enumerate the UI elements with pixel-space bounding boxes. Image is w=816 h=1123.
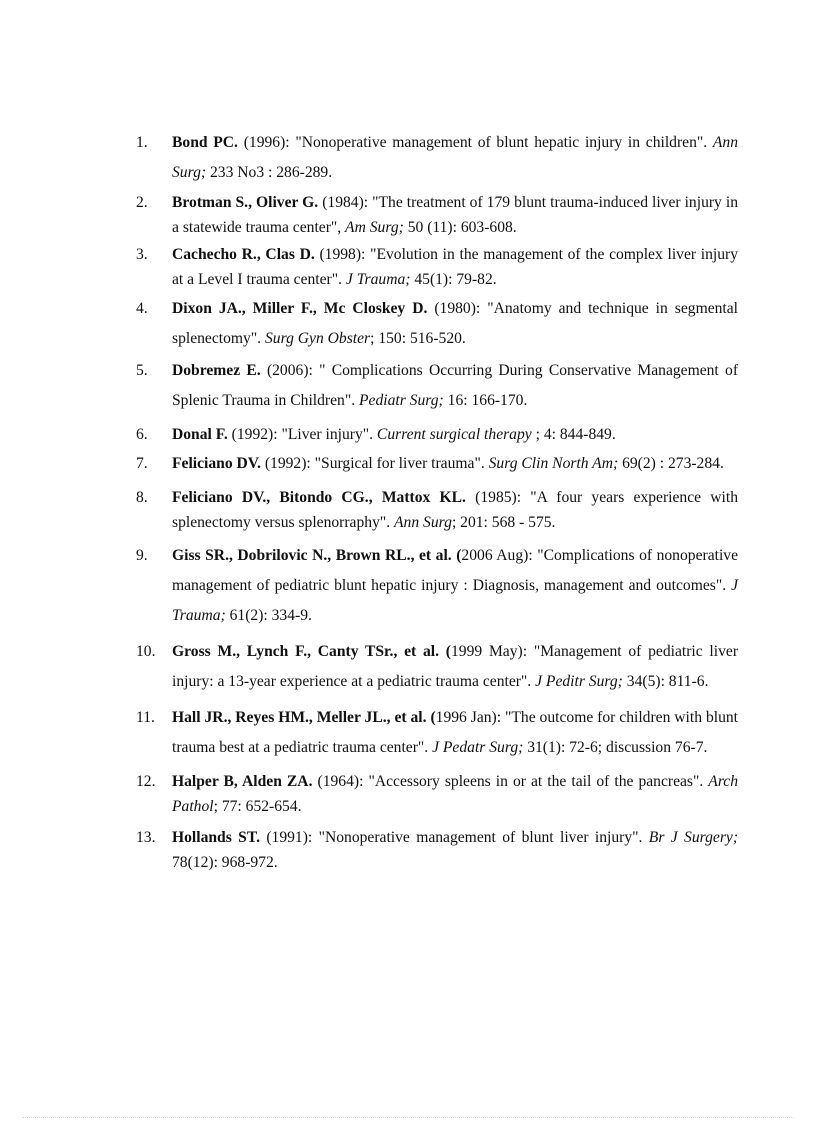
reference-journal: Surg Clin North Am; — [488, 455, 619, 472]
reference-title: "Nonoperative management of blunt liver injury". — [318, 829, 649, 846]
reference-item — [136, 128, 738, 188]
reference-number: 11. — [136, 709, 155, 726]
reference-details: 16: 166-170. — [443, 392, 528, 409]
reference-year: (1998): — [314, 246, 371, 263]
reference-details: ; 4: 844-849. — [531, 426, 616, 443]
reference-authors: Dixon JA., Miller F., Mc Closkey D. — [172, 300, 428, 317]
reference-authors: Hollands ST. — [172, 829, 260, 846]
reference-details: 31(1): 72-6; discussion 76-7. — [523, 739, 708, 756]
reference-authors: Cachecho R., Clas D. — [172, 246, 315, 263]
reference-year: 1996 Jan): — [435, 709, 506, 726]
reference-title: "Liver injury". — [281, 426, 377, 443]
reference-number: 10. — [136, 643, 156, 660]
reference-year: (1992): — [260, 455, 315, 472]
reference-details: 78(12): 968-972. — [172, 854, 278, 871]
reference-number: 13. — [136, 829, 156, 846]
reference-number: 2. — [136, 194, 148, 211]
reference-title: "A four years experience with splenectomy versus splenorraphy". — [172, 489, 738, 531]
reference-details: 45(1): 79-82. — [410, 271, 497, 288]
reference-item — [136, 242, 738, 292]
reference-journal: Br J Surgery; — [648, 829, 739, 846]
reference-item — [136, 769, 738, 819]
reference-title: " Complications Occurring During Conservative Management of Splenic Trauma in Children". — [172, 362, 739, 409]
reference-title: "Management of pediatric liver injury: a 13-year experience at a pediatric trauma center". — [172, 643, 739, 690]
reference-title: "Accessory spleens in or at the tail of the pancreas". — [368, 773, 709, 790]
reference-details: 233 No3 : 286-289. — [206, 164, 333, 181]
reference-item — [136, 422, 738, 447]
reference-item — [136, 190, 738, 240]
reference-details: 69(2) : 273-284. — [618, 455, 724, 472]
reference-item — [136, 637, 738, 697]
reference-year: (1985): — [465, 489, 531, 506]
reference-title: "The outcome for children with blunt trauma best at a pediatric trauma center". — [172, 709, 738, 756]
reference-authors: Bond PC. — [172, 134, 238, 151]
reference-number: 8. — [136, 489, 148, 506]
reference-year: (1992): — [227, 426, 282, 443]
reference-number: 9. — [136, 547, 148, 564]
reference-authors: Gross M., Lynch F., Canty TSr., et al. ( — [172, 643, 451, 660]
reference-title: "Evolution in the management of the complex liver injury at a Level I trauma center". — [172, 246, 739, 288]
reference-year: (1996): — [237, 134, 296, 151]
reference-number: 1. — [136, 134, 148, 151]
reference-details: 34(5): 811-6. — [622, 673, 709, 690]
reference-authors: Donal F. — [172, 426, 228, 443]
reference-number: 5. — [136, 362, 148, 379]
reference-list — [136, 128, 738, 877]
reference-details: ; 77: 652-654. — [213, 798, 302, 815]
reference-authors: Feliciano DV. — [172, 455, 261, 472]
reference-item — [136, 356, 738, 416]
reference-details: ; 150: 516-520. — [370, 330, 466, 347]
reference-authors: Hall JR., Reyes HM., Meller JL., et al. ( — [172, 709, 436, 726]
reference-journal: Arch Pathol — [172, 773, 739, 815]
reference-authors: Halper B, Alden ZA. — [172, 773, 313, 790]
reference-item — [136, 485, 738, 535]
reference-title: "Anatomy and technique in segmental splenectomy". — [172, 300, 739, 347]
reference-authors: Feliciano DV., Bitondo CG., Mattox KL. — [172, 489, 466, 506]
reference-journal: J Peditr Surg; — [535, 673, 623, 690]
reference-title: "The treatment of 179 blunt trauma-induced liver injury in a statewide trauma center", — [172, 194, 738, 236]
reference-journal: Ann Surg; — [172, 134, 739, 181]
reference-year: (2006): — [260, 362, 320, 379]
reference-item — [136, 449, 738, 479]
reference-item — [136, 294, 738, 354]
page-bottom-divider — [22, 1117, 794, 1118]
reference-authors: Giss SR., Dobrilovic N., Brown RL., et al. ( — [172, 547, 462, 564]
reference-details: 61(2): 334-9. — [225, 607, 312, 624]
reference-item — [136, 825, 738, 875]
reference-number: 4. — [136, 300, 148, 317]
reference-journal: Ann Surg — [394, 514, 452, 531]
reference-year: 1999 May): — [450, 643, 534, 660]
reference-journal: Surg Gyn Obster — [264, 330, 371, 347]
reference-journal: J Pedatr Surg; — [432, 739, 524, 756]
reference-item — [136, 703, 738, 763]
reference-journal: J Trauma; — [172, 577, 738, 624]
reference-journal: Pediatr Surg; — [359, 392, 444, 409]
reference-number: 7. — [136, 455, 148, 472]
reference-title: "Complications of nonoperative management of pediatric blunt hepatic injury : Diagnosis, management and outcomes". — [172, 547, 738, 594]
reference-journal: Current surgical therapy — [376, 426, 532, 443]
reference-title: "Nonoperative management of blunt hepatic injury in children". — [295, 134, 713, 151]
reference-number: 12. — [136, 773, 156, 790]
reference-title: "Surgical for liver trauma". — [314, 455, 489, 472]
reference-year: 2006 Aug): — [461, 547, 538, 564]
reference-year: (1964): — [312, 773, 369, 790]
reference-year: (1984): — [318, 194, 373, 211]
reference-authors: Brotman S., Oliver G. — [172, 194, 319, 211]
reference-authors: Dobremez E. — [172, 362, 261, 379]
reference-number: 3. — [136, 246, 148, 263]
reference-year: (1991): — [259, 829, 319, 846]
reference-year: (1980): — [427, 300, 488, 317]
reference-number: 6. — [136, 426, 148, 443]
reference-journal: J Trauma; — [345, 271, 411, 288]
reference-details: 50 (11): 603-608. — [403, 219, 517, 236]
reference-item — [136, 541, 738, 631]
reference-journal: Am Surg; — [345, 219, 404, 236]
reference-details: ; 201: 568 - 575. — [451, 514, 556, 531]
